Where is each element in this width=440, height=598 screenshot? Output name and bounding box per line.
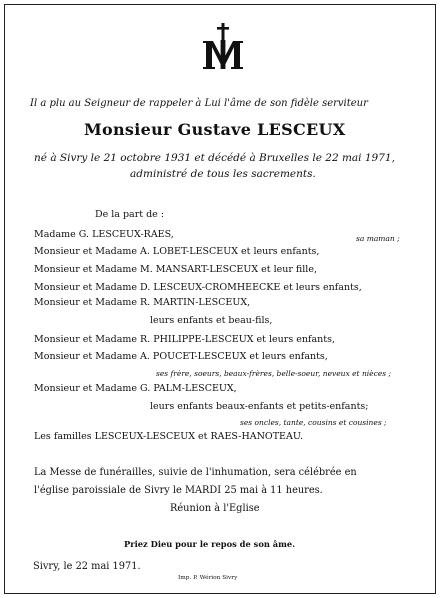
marian-monogram-icon [199,22,247,72]
family-line-2: Monsieur et Madame A. LOBET-LESCEUX et leurs enfants, [34,246,320,257]
family-line-9: Les familles LESCEUX-LESCEUX et RAES-HANOTEAU. [34,431,303,442]
family-line-8b: leurs enfants beaux-enfants et petits-enfants; [150,401,369,412]
family-line-1: Madame G. LESCEUX-RAES, [34,229,174,240]
mass-line-3: Réunion à l'Eglise [170,503,260,514]
mass-line-2: l'église paroissiale de Sivry le MARDI 25 mai à 11 heures. [34,485,323,496]
mass-line-1: La Messe de funérailles, suivie de l'inhumation, sera célébrée en [34,467,357,478]
place-date: Sivry, le 22 mai 1971. [33,561,141,572]
family-line-4: Monsieur et Madame D. LESCEUX-CROMHEECKE et leurs enfants, [34,282,362,293]
family-line-5: Monsieur et Madame R. MARTIN-LESCEUX, [34,297,251,308]
sacraments-text: administré de tous les sacrements. [130,168,316,180]
family-line-7: Monsieur et Madame A. POUCET-LESCEUX et leurs enfants, [34,351,328,362]
family-line-5b: leurs enfants et beau-fils, [150,315,273,326]
family-line-6: Monsieur et Madame R. PHILIPPE-LESCEUX et leurs enfants, [34,334,335,345]
prayer-text: Priez Dieu pour le repos de son âme. [124,539,296,549]
birth-death-text: né à Sivry le 21 octobre 1931 et décédé à Bruxelles le 22 mai 1971, [34,152,395,164]
family-note-7: ses frère, soeurs, beaux-frères, belle-soeur, neveux et nièces ; [156,369,392,378]
intro-text: Il a plu au Seigneur de rappeler à Lui l'âme de son fidèle serviteur [30,98,368,109]
de-la-part-heading: De la part de : [95,209,165,220]
family-note-1: sa maman ; [356,234,400,243]
deceased-name: Monsieur Gustave LESCEUX [84,120,346,139]
printer-credit: Imp. P. Wérion Sivry [178,575,238,581]
family-line-8: Monsieur et Madame G. PALM-LESCEUX, [34,383,237,394]
family-line-3: Monsieur et Madame M. MANSART-LESCEUX et leur fille, [34,264,317,275]
family-note-8: ses oncles, tante, cousins et cousines ; [240,418,387,427]
